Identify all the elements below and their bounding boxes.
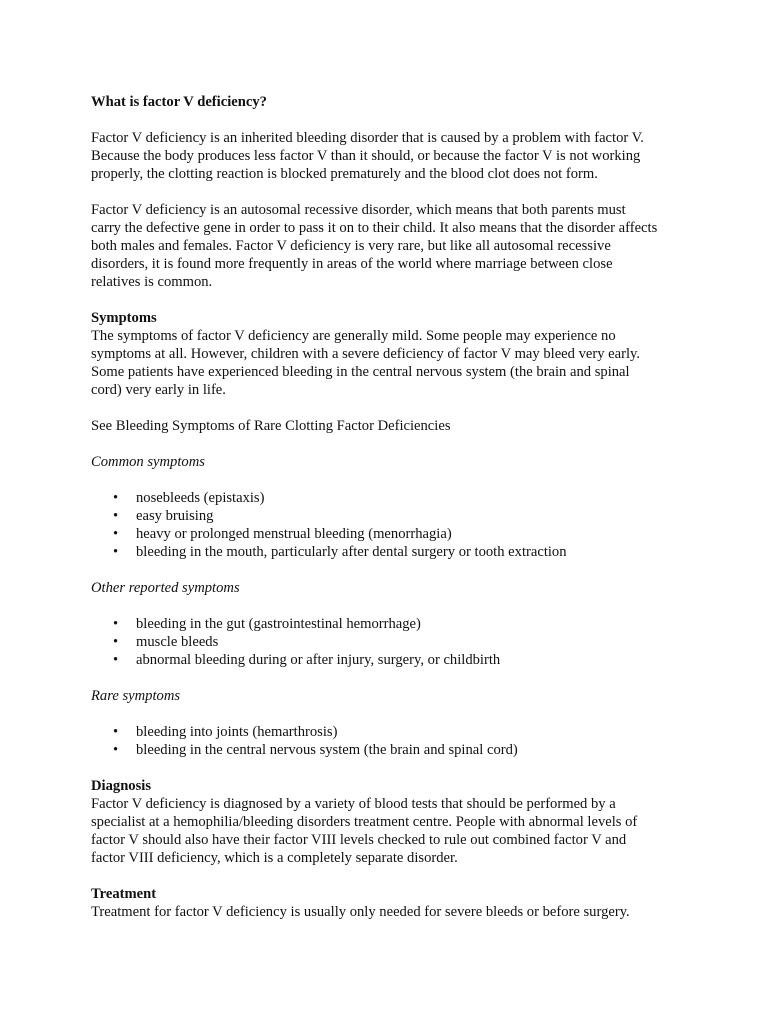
list-item-text: easy bruising [136, 508, 214, 524]
text-line: properly, the clotting reaction is blocked prematurely and the blood clot does not form. [91, 166, 598, 182]
other-symptoms-list [91, 615, 691, 669]
bullet-icon: • [113, 742, 119, 758]
spacer [91, 291, 691, 309]
bullet-icon: • [113, 544, 119, 560]
text-line: carry the defective gene in order to pass it on to their child. It also means that the disorder affects [91, 220, 658, 236]
text-line: Factor V deficiency is diagnosed by a variety of blood tests that should be performed by a [91, 796, 616, 812]
spacer [91, 471, 691, 489]
spacer [91, 867, 691, 885]
bullet-icon: • [113, 634, 119, 650]
bullet-icon: • [113, 508, 119, 524]
text-line: Factor V deficiency is an inherited bleeding disorder that is caused by a problem with factor V. [91, 130, 644, 146]
list-item [91, 507, 691, 525]
symptoms-paragraph [91, 327, 691, 399]
symptoms-heading: Symptoms [91, 310, 157, 326]
spacer [91, 561, 691, 579]
document-title: What is factor V deficiency? [91, 94, 267, 110]
list-item [91, 723, 691, 741]
text-line: both males and females. Factor V deficiency is very rare, but like all autosomal recessive [91, 238, 611, 254]
text-line: cord) very early in life. [91, 382, 226, 398]
list-item [91, 525, 691, 543]
diagnosis-paragraph [91, 795, 691, 867]
spacer [91, 399, 691, 417]
common-symptoms-heading: Common symptoms [91, 454, 205, 470]
spacer [91, 435, 691, 453]
document-page [91, 93, 691, 921]
spacer [91, 669, 691, 687]
bullet-icon: • [113, 724, 119, 740]
text-line: Factor V deficiency is an autosomal recessive disorder, which means that both parents must [91, 202, 626, 218]
text-line: Treatment for factor V deficiency is usually only needed for severe bleeds or before surgery. [91, 904, 630, 920]
text-line: symptoms at all. However, children with a severe deficiency of factor V may bleed very early. [91, 346, 641, 362]
list-item-text: heavy or prolonged menstrual bleeding (menorrhagia) [136, 526, 452, 542]
text-line: factor V should also have their factor VIII levels checked to rule out combined factor V and [91, 832, 627, 848]
intro-paragraph-1 [91, 129, 691, 183]
diagnosis-heading: Diagnosis [91, 778, 152, 794]
text-line: Some patients have experienced bleeding in the central nervous system (the brain and spinal [91, 364, 630, 380]
treatment-heading: Treatment [91, 886, 157, 902]
text-line: relatives is common. [91, 274, 213, 290]
list-item-text: muscle bleeds [136, 634, 219, 650]
bullet-icon: • [113, 616, 119, 632]
list-item-text: nosebleeds (epistaxis) [136, 490, 265, 506]
bullet-icon: • [113, 652, 119, 668]
text-line: disorders, it is found more frequently in areas of the world where marriage between close [91, 256, 613, 272]
list-item [91, 615, 691, 633]
list-item-text: bleeding in the mouth, particularly after dental surgery or tooth extraction [136, 544, 567, 560]
text-line: factor VIII deficiency, which is a completely separate disorder. [91, 850, 458, 866]
rare-symptoms-heading: Rare symptoms [91, 688, 181, 704]
list-item-text: bleeding in the gut (gastrointestinal hemorrhage) [136, 616, 421, 632]
text-line: Because the body produces less factor V than it should, or because the factor V is not working [91, 148, 641, 164]
other-symptoms-heading: Other reported symptoms [91, 580, 240, 596]
intro-paragraph-2 [91, 201, 691, 291]
rare-symptoms-list [91, 723, 691, 759]
spacer [91, 111, 691, 129]
spacer [91, 759, 691, 777]
list-item [91, 633, 691, 651]
list-item [91, 741, 691, 759]
bullet-icon: • [113, 526, 119, 542]
list-item-text: abnormal bleeding during or after injury, surgery, or childbirth [136, 652, 501, 668]
list-item-text: bleeding into joints (hemarthrosis) [136, 724, 338, 740]
list-item [91, 489, 691, 507]
spacer [91, 597, 691, 615]
see-also-link[interactable]: See Bleeding Symptoms of Rare Clotting Factor Deficiencies [91, 418, 451, 434]
text-line: specialist at a hemophilia/bleeding disorders treatment centre. People with abnormal levels of [91, 814, 638, 830]
treatment-paragraph [91, 903, 691, 921]
list-item [91, 543, 691, 561]
spacer [91, 183, 691, 201]
list-item-text: bleeding in the central nervous system (the brain and spinal cord) [136, 742, 518, 758]
list-item [91, 651, 691, 669]
bullet-icon: • [113, 490, 119, 506]
text-line: The symptoms of factor V deficiency are generally mild. Some people may experience no [91, 328, 616, 344]
common-symptoms-list [91, 489, 691, 561]
spacer [91, 705, 691, 723]
